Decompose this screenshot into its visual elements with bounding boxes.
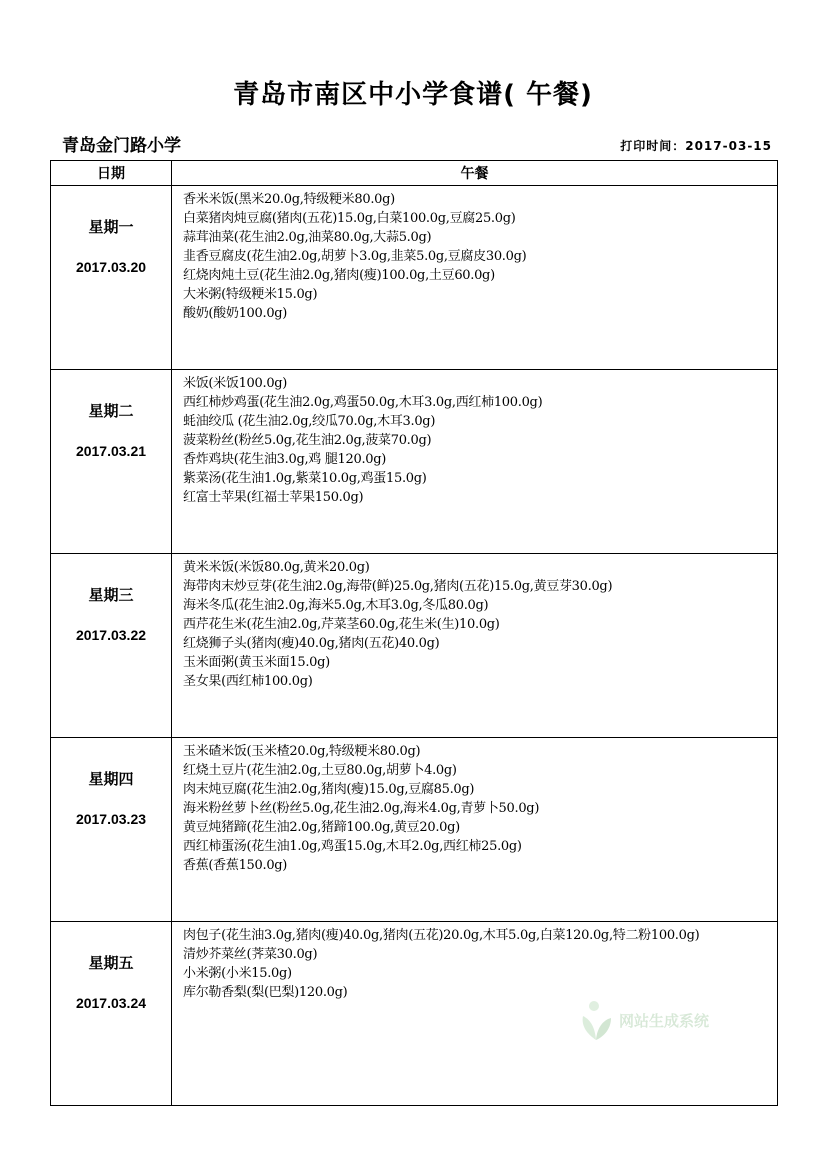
dish-item: 玉米碴米饭(玉米楂20.0g,特级粳米80.0g) [183, 744, 421, 759]
lunch-cell [172, 738, 778, 922]
table-row [51, 554, 778, 738]
leaf-logo-icon [577, 998, 615, 1042]
lunch-cell [172, 186, 778, 370]
dish-item: 库尔勒香梨(梨(巴梨)120.0g) [183, 985, 348, 1000]
dish-item: 红烧土豆片(花生油2.0g,土豆80.0g,胡萝卜4.0g) [183, 763, 457, 778]
dish-item: 清炒芥菜丝(荠菜30.0g) [183, 947, 318, 962]
weekday-label: 星期四 [88, 770, 134, 788]
dish-item: 西红柿蛋汤(花生油1.0g,鸡蛋15.0g,木耳2.0g,西红柿25.0g) [183, 839, 522, 854]
date-label: 2017.03.20 [75, 259, 147, 275]
lunch-column-header: 午餐 [172, 161, 778, 186]
lunch-cell [172, 554, 778, 738]
dish-item: 香米米饭(黑米20.0g,特级粳米80.0g) [183, 192, 395, 207]
print-time: 打印时间：2017-03-15 [620, 139, 772, 153]
dish-item: 蒜茸油菜(花生油2.0g,油菜80.0g,大蒜5.0g) [183, 230, 432, 245]
dish-item: 米饭(米饭100.0g) [183, 376, 288, 391]
dish-item: 紫菜汤(花生油1.0g,紫菜10.0g,鸡蛋15.0g) [183, 471, 427, 486]
dish-item: 酸奶(酸奶100.0g) [183, 306, 288, 321]
watermark-text: 网站生成系统 [619, 1011, 710, 1030]
dish-item: 玉米面粥(黄玉米面15.0g) [183, 655, 330, 670]
weekday-label: 星期二 [88, 402, 134, 420]
dish-item: 圣女果(西红柿100.0g) [183, 674, 313, 689]
weekday-label: 星期三 [88, 586, 134, 604]
table-header-row [51, 161, 778, 186]
menu-table [50, 160, 778, 1106]
date-label: 2017.03.22 [75, 627, 147, 643]
table-row [51, 370, 778, 554]
dish-item: 黄米米饭(米饭80.0g,黄米20.0g) [183, 560, 370, 575]
dish-item: 大米粥(特级粳米15.0g) [183, 287, 318, 302]
date-label: 2017.03.21 [75, 443, 147, 459]
dish-item: 海带肉末炒豆芽(花生油2.0g,海带(鲜)25.0g,猪肉(五花)15.0g,黄豆芽30.0g) [183, 579, 613, 594]
date-cell [51, 554, 172, 738]
weekday-label: 星期五 [88, 954, 134, 972]
watermark [577, 998, 709, 1042]
dish-item: 肉包子(花生油3.0g,猪肉(瘦)40.0g,猪肉(五花)20.0g,木耳5.0g,白菜120.0g,特二粉100.0g) [183, 928, 700, 943]
dish-item: 红烧狮子头(猪肉(瘦)40.0g,猪肉(五花)40.0g) [183, 636, 440, 651]
weekday-label: 星期一 [88, 218, 134, 236]
page-title: 青岛市南区中小学食谱( 午餐) [233, 80, 593, 110]
dish-item: 黄豆炖猪蹄(花生油2.0g,猪蹄100.0g,黄豆20.0g) [183, 820, 460, 835]
dish-item: 海米粉丝萝卜丝(粉丝5.0g,花生油2.0g,海米4.0g,青萝卜50.0g) [183, 801, 540, 816]
table-row [51, 186, 778, 370]
date-cell [51, 738, 172, 922]
dish-item: 香蕉(香蕉150.0g) [183, 858, 288, 873]
dish-item: 香炸鸡块(花生油3.0g,鸡 腿120.0g) [183, 452, 387, 467]
dish-item: 肉末炖豆腐(花生油2.0g,猪肉(瘦)15.0g,豆腐85.0g) [183, 782, 475, 797]
dish-item: 红烧肉炖土豆(花生油2.0g,猪肉(瘦)100.0g,土豆60.0g) [183, 268, 495, 283]
dish-item: 海米冬瓜(花生油2.0g,海米5.0g,木耳3.0g,冬瓜80.0g) [183, 598, 489, 613]
dish-item: 红富士苹果(红福士苹果150.0g) [183, 490, 364, 505]
dish-item: 菠菜粉丝(粉丝5.0g,花生油2.0g,菠菜70.0g) [183, 433, 432, 448]
lunch-cell [172, 370, 778, 554]
dish-item: 白菜猪肉炖豆腐(猪肉(五花)15.0g,白菜100.0g,豆腐25.0g) [183, 211, 516, 226]
date-label: 2017.03.23 [75, 811, 147, 827]
table-row [51, 738, 778, 922]
dish-item: 西红柿炒鸡蛋(花生油2.0g,鸡蛋50.0g,木耳3.0g,西红柿100.0g) [183, 395, 543, 410]
school-name: 青岛金门路小学 [62, 136, 181, 156]
dish-item: 蚝油绞瓜 (花生油2.0g,绞瓜70.0g,木耳3.0g) [183, 414, 436, 429]
date-cell [51, 922, 172, 1106]
date-cell [51, 370, 172, 554]
dish-item: 韭香豆腐皮(花生油2.0g,胡萝卜3.0g,韭菜5.0g,豆腐皮30.0g) [183, 249, 527, 264]
dish-item: 小米粥(小米15.0g) [183, 966, 292, 981]
date-column-header: 日期 [51, 161, 172, 186]
dish-item: 西芹花生米(花生油2.0g,芹菜茎60.0g,花生米(生)10.0g) [183, 617, 500, 632]
date-cell [51, 186, 172, 370]
date-label: 2017.03.24 [75, 995, 147, 1011]
